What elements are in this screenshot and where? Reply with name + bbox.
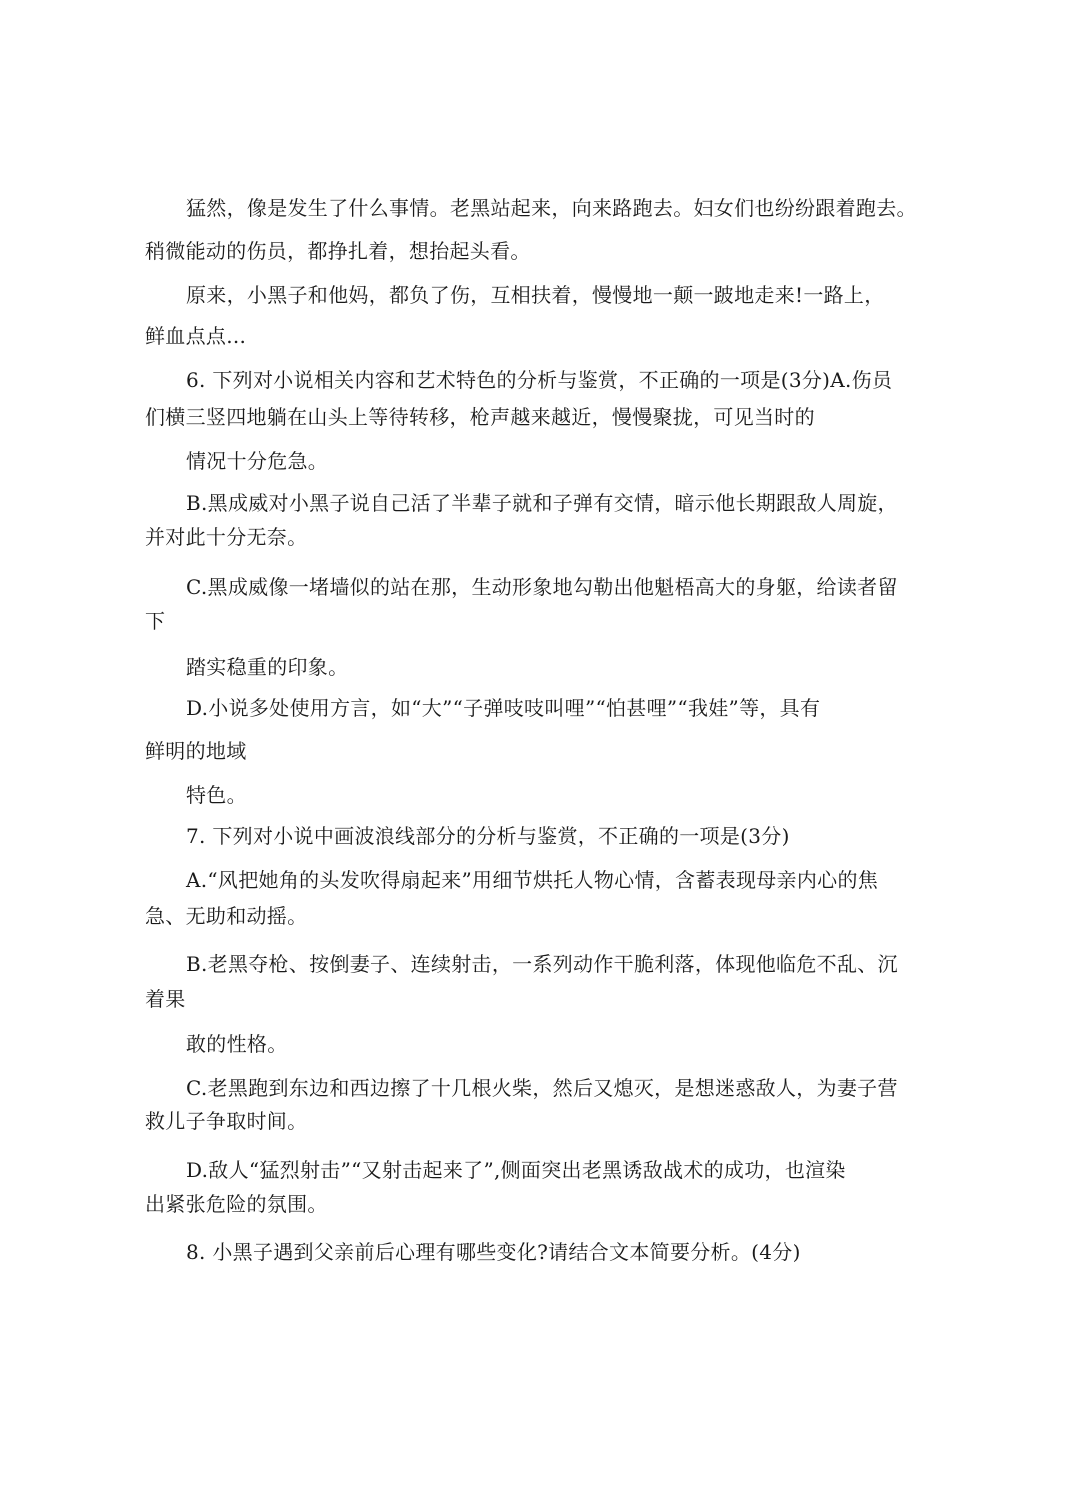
question-6-stem-line-2: 们横三竖四地躺在山头上等待转移，枪声越来越近，慢慢聚拢，可见当时的 (145, 405, 815, 429)
question-7-option-b-line-1: B.老黑夺枪、按倒妻子、连续射击，一系列动作干脆利落，体现他临危不乱、沉 (186, 952, 898, 976)
question-7-option-c-line-2: 救儿子争取时间。 (145, 1109, 308, 1133)
paragraph-1-line-1: 猛然，像是发生了什么事情。老黑站起来，向来路跑去。妇女们也纷纷跟着跑去。 (186, 196, 917, 220)
paragraph-2-line-1: 原来，小黑子和他妈，都负了伤，互相扶着，慢慢地一颠一跛地走来!一路上， (186, 283, 885, 307)
question-7-option-a-line-2: 急、无助和动摇。 (145, 904, 308, 928)
question-6-option-c-line-3: 踏实稳重的印象。 (186, 655, 349, 679)
question-7-option-b-line-3: 敢的性格。 (186, 1032, 288, 1056)
question-6-option-c-line-1: C.黑成威像一堵墙似的站在那，生动形象地勾勒出他魁梧高大的身躯，给读者留 (186, 575, 898, 599)
question-7-stem: 7. 下列对小说中画波浪线部分的分析与鉴赏，不正确的一项是(3分) (186, 824, 790, 848)
question-6-option-b-line-1: B.黑成威对小黑子说自己活了半辈子就和子弹有交情，暗示他长期跟敌人周旋， (186, 491, 898, 515)
paragraph-1-line-2: 稍微能动的伤员，都挣扎着，想抬起头看。 (145, 239, 531, 263)
question-7-option-d-line-2: 出紧张危险的氛围。 (145, 1192, 328, 1216)
question-7-option-d-line-1: D.敌人“猛烈射击”“又射击起来了”,侧面突出老黑诱敌战术的成功，也渲染 (186, 1158, 846, 1182)
question-7-option-c-line-1: C.老黑跑到东边和西边擦了十几根火柴，然后又熄灭，是想迷惑敌人，为妻子营 (186, 1076, 898, 1100)
question-6-option-d-line-3: 特色。 (186, 783, 247, 807)
question-6-option-c-line-2: 下 (145, 609, 166, 633)
question-8-stem: 8. 小黑子遇到父亲前后心理有哪些变化?请结合文本简要分析。(4分) (186, 1240, 801, 1264)
question-6-stem-line-3: 情况十分危急。 (186, 449, 329, 473)
question-6-option-d-line-2: 鲜明的地域 (145, 739, 247, 763)
question-6-option-d-line-1: D.小说多处使用方言，如“大”“子弹吱吱叫哩”“怕甚哩”“我娃”等，具有 (186, 696, 821, 720)
question-6-option-b-line-2: 并对此十分无奈。 (145, 525, 308, 549)
question-7-option-b-line-2: 着果 (145, 987, 186, 1011)
paragraph-2-line-2: 鲜血点点... (145, 324, 247, 348)
question-7-option-a-line-1: A.“风把她角的头发吹得扇起来”用细节烘托人物心情，含蓄表现母亲内心的焦 (186, 868, 879, 892)
question-6-stem-line-1: 6. 下列对小说相关内容和艺术特色的分析与鉴赏，不正确的一项是(3分)A.伤员 (186, 368, 893, 392)
